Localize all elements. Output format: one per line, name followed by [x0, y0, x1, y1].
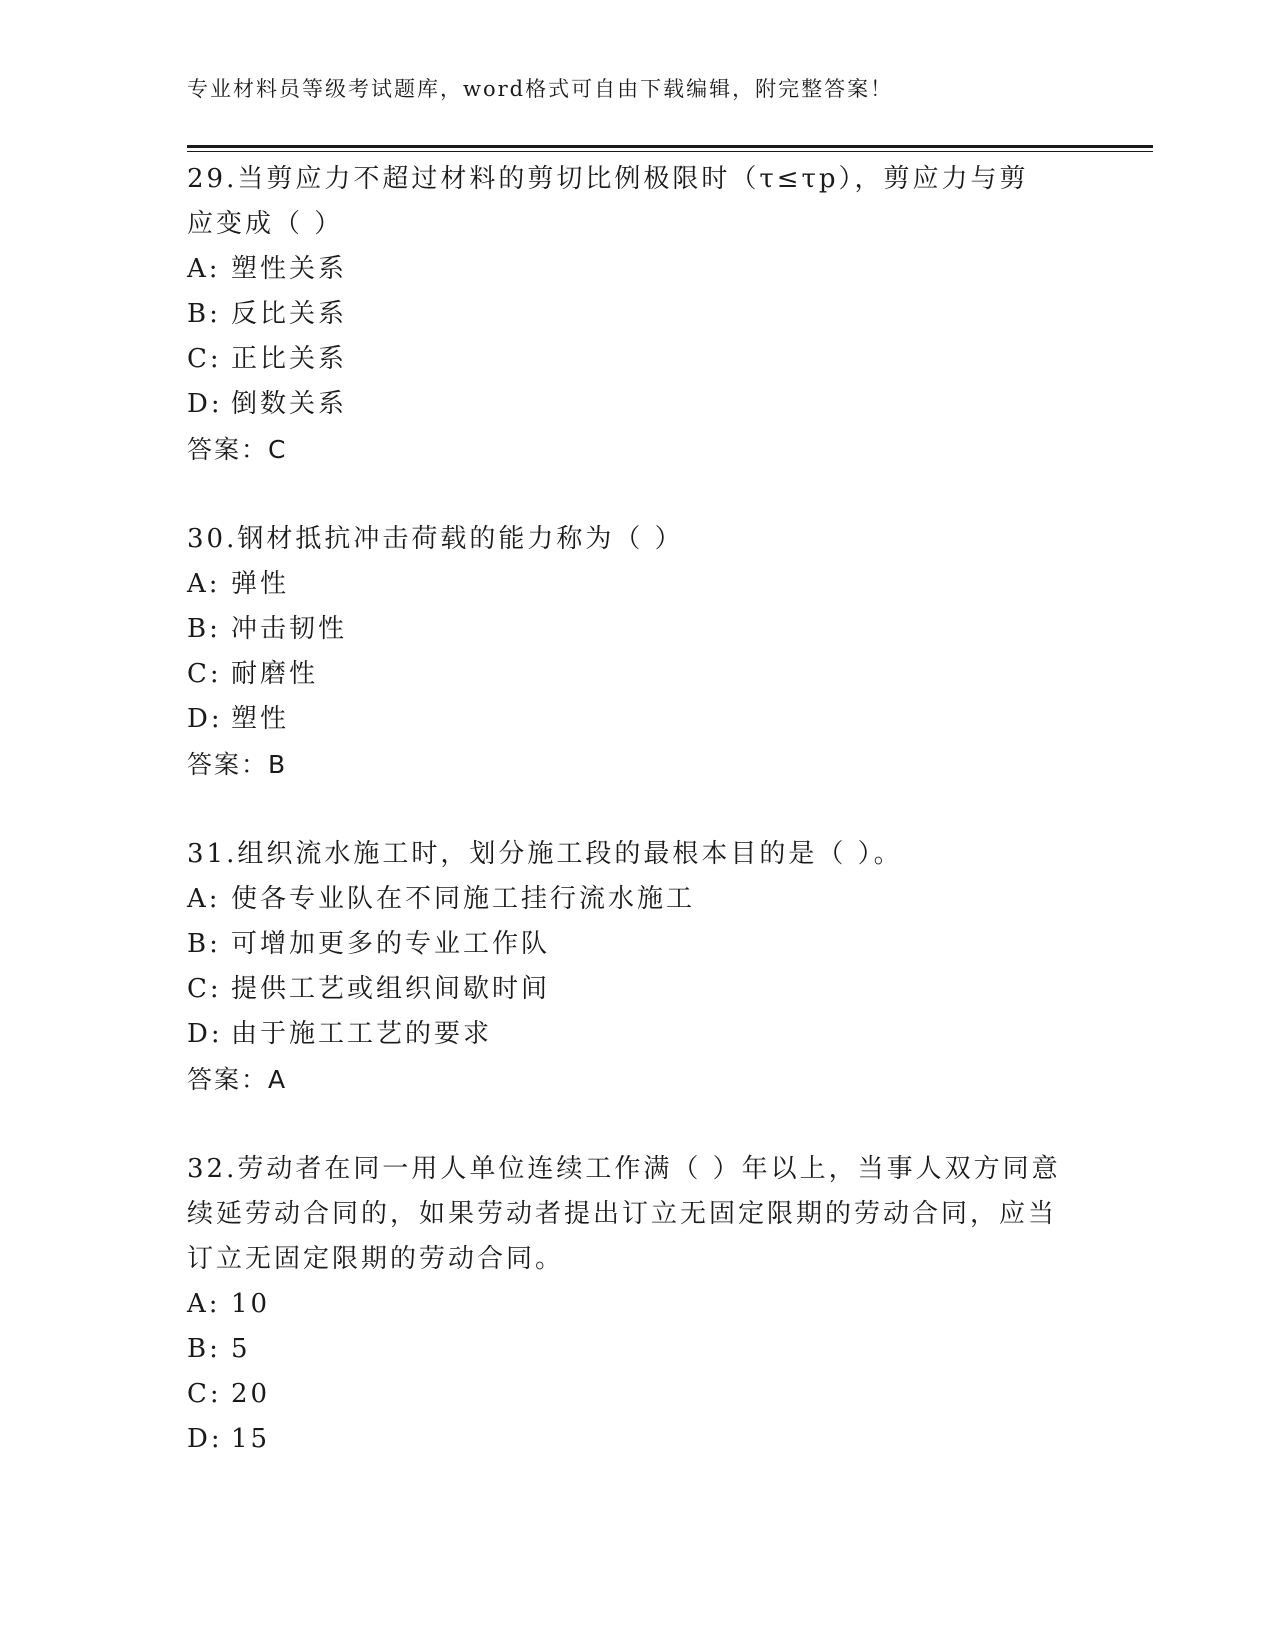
option-letter: A: [187, 254, 221, 284]
option-letter: D: [187, 1424, 223, 1454]
option-b [187, 922, 1067, 967]
option-b [187, 1327, 1067, 1372]
option-text: 10 [231, 1289, 271, 1319]
option-a [187, 247, 1067, 292]
option-letter: C: [187, 344, 222, 374]
question-list [187, 157, 1067, 1462]
answer-line: 答案：A [187, 1065, 288, 1094]
option-a [187, 877, 1067, 922]
option-c [187, 1372, 1067, 1417]
header-rule-thin [187, 151, 1153, 152]
option-letter: B: [187, 299, 221, 329]
question-text: 30.钢材抵抗冲击荷载的能力称为（ ） [187, 524, 684, 554]
option-d [187, 1417, 1067, 1462]
option-a [187, 562, 1067, 607]
question-31 [187, 832, 1067, 1102]
option-text: 提供工艺或组织间歇时间 [231, 974, 551, 1004]
question-text-continuation: 应变成（ ） [187, 209, 344, 239]
option-letter: C: [187, 659, 222, 689]
option-text: 使各专业队在不同施工挂行流水施工 [231, 884, 696, 914]
question-text-continuation: 续延劳动合同的，如果劳动者提出订立无固定限期的劳动合同，应当 [187, 1199, 1058, 1229]
option-text: 倒数关系 [231, 389, 348, 419]
option-text: 塑性关系 [231, 254, 348, 284]
option-c [187, 652, 1067, 697]
spacer [187, 787, 1067, 832]
option-letter: A: [187, 884, 221, 914]
option-text: 由于施工工艺的要求 [231, 1019, 493, 1049]
spacer [187, 1102, 1067, 1147]
option-b [187, 607, 1067, 652]
option-c [187, 337, 1067, 382]
question-text-continuation: 订立无固定限期的劳动合同。 [187, 1244, 565, 1274]
question-text: 31.组织流水施工时，划分施工段的最根本目的是（ ）。 [187, 839, 903, 869]
option-text: 冲击韧性 [231, 614, 348, 644]
header-rule-thick [187, 145, 1153, 148]
option-b [187, 292, 1067, 337]
answer-line: 答案：C [187, 435, 288, 464]
answer-line: 答案：B [187, 750, 288, 779]
option-d [187, 697, 1067, 742]
option-letter: A: [187, 1289, 221, 1319]
option-letter: B: [187, 929, 221, 959]
option-letter: A: [187, 569, 221, 599]
option-letter: D: [187, 389, 223, 419]
option-d [187, 1012, 1067, 1057]
option-text: 可增加更多的专业工作队 [231, 929, 551, 959]
option-text: 塑性 [231, 704, 290, 734]
option-letter: D: [187, 704, 223, 734]
option-letter: C: [187, 1379, 222, 1409]
option-text: 20 [231, 1379, 271, 1409]
option-letter: B: [187, 614, 221, 644]
question-29 [187, 157, 1067, 472]
question-32 [187, 1147, 1067, 1462]
option-a [187, 1282, 1067, 1327]
question-text: 29.当剪应力不超过材料的剪切比例极限时（τ≤τp），剪应力与剪 [187, 164, 1029, 194]
option-text: 耐磨性 [231, 659, 319, 689]
question-30 [187, 517, 1067, 787]
page-header: 专业材料员等级考试题库，word格式可自由下载编辑，附完整答案！ [187, 77, 894, 101]
question-text: 32.劳动者在同一用人单位连续工作满（ ）年以上，当事人双方同意 [187, 1154, 1061, 1184]
option-text: 正比关系 [231, 344, 348, 374]
option-letter: B: [187, 1334, 221, 1364]
option-text: 5 [231, 1334, 251, 1364]
option-letter: C: [187, 974, 222, 1004]
option-c [187, 967, 1067, 1012]
option-text: 15 [231, 1424, 271, 1454]
option-letter: D: [187, 1019, 223, 1049]
option-d [187, 382, 1067, 427]
option-text: 反比关系 [231, 299, 348, 329]
option-text: 弹性 [231, 569, 290, 599]
spacer [187, 472, 1067, 517]
